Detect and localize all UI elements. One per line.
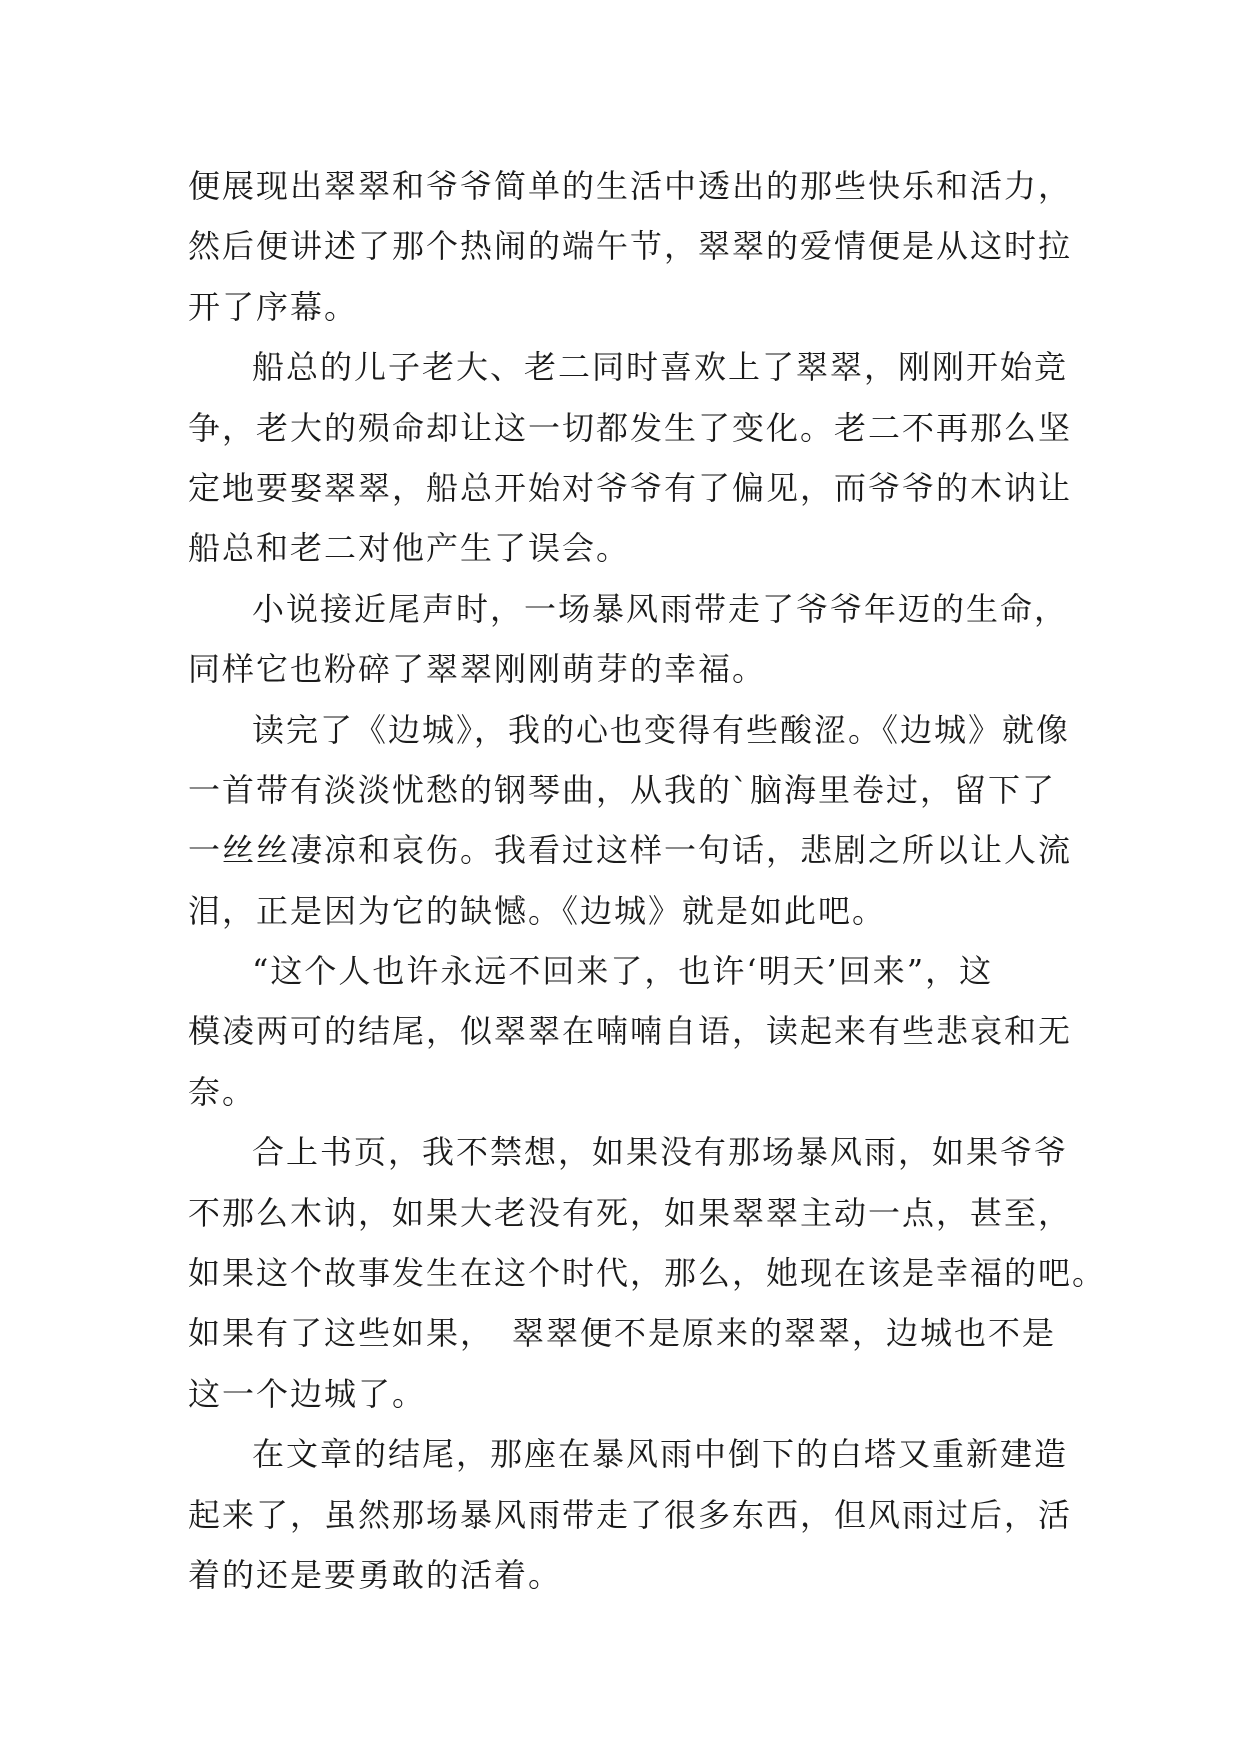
text-line: 一首带有淡淡忧愁的钢琴曲，从我的`脑海里卷过，留下了 — [188, 770, 1057, 809]
text-line: 定地要娶翠翠，船总开始对爷爷有了偏见，而爷爷的木讷让 — [188, 468, 1073, 507]
text-line: 争，老大的殒命却让这一切都发生了变化。老二不再那么坚 — [188, 408, 1073, 447]
text-line: 小说接近尾声时，一场暴风雨带走了爷爷年迈的生命， — [252, 589, 1069, 628]
text-line: 起来了，虽然那场暴风雨带走了很多东西，但风雨过后，活 — [188, 1495, 1073, 1534]
text-line: 不那么木讷，如果大老没有死，如果翠翠主动一点，甚至， — [188, 1193, 1073, 1232]
text-line: 便展现出翠翠和爷爷简单的生活中透出的那些快乐和活力， — [188, 167, 1073, 205]
essay-body — [188, 156, 1107, 1605]
text-line: 奈。 — [188, 1072, 257, 1111]
text-line: 读完了《边城》，我的心也变得有些酸涩。《边城》就像 — [252, 710, 1071, 749]
text-line: “这个人也许永远不回来了，也许‘明天’回来”，这 — [252, 952, 994, 991]
text-line: 如果这个故事发生在这个时代，那么，她现在该是幸福的吧。 — [188, 1254, 1107, 1293]
text-line: 一丝丝凄凉和哀伤。我看过这样一句话，悲剧之所以让人流 — [188, 831, 1073, 870]
text-line: 着的还是要勇敢的活着。 — [188, 1555, 563, 1594]
text-line: 开了序幕。 — [188, 287, 359, 326]
text-line: 船总和老二对他产生了误会。 — [188, 529, 631, 568]
text-line: 模凌两可的结尾，似翠翠在喃喃自语，读起来有些悲哀和无 — [188, 1012, 1073, 1051]
text-line: 合上书页，我不禁想，如果没有那场暴风雨，如果爷爷 — [252, 1133, 1069, 1172]
text-line: 然后便讲述了那个热闹的端午节，翠翠的爱情便是从这时拉 — [188, 227, 1073, 266]
text-line: 泪，正是因为它的缺憾。《边城》就是如此吧。 — [188, 891, 887, 930]
text-line: 如果有了这些如果， 翠翠便不是原来的翠翠，边城也不是 — [188, 1314, 1057, 1353]
text-line: 这一个边城了。 — [188, 1374, 427, 1413]
text-line: 船总的儿子老大、老二同时喜欢上了翠翠，刚刚开始竞 — [252, 348, 1069, 387]
text-line: 同样它也粉碎了翠翠刚刚萌芽的幸福。 — [188, 650, 767, 689]
text-line: 在文章的结尾，那座在暴风雨中倒下的白塔又重新建造 — [252, 1435, 1069, 1474]
